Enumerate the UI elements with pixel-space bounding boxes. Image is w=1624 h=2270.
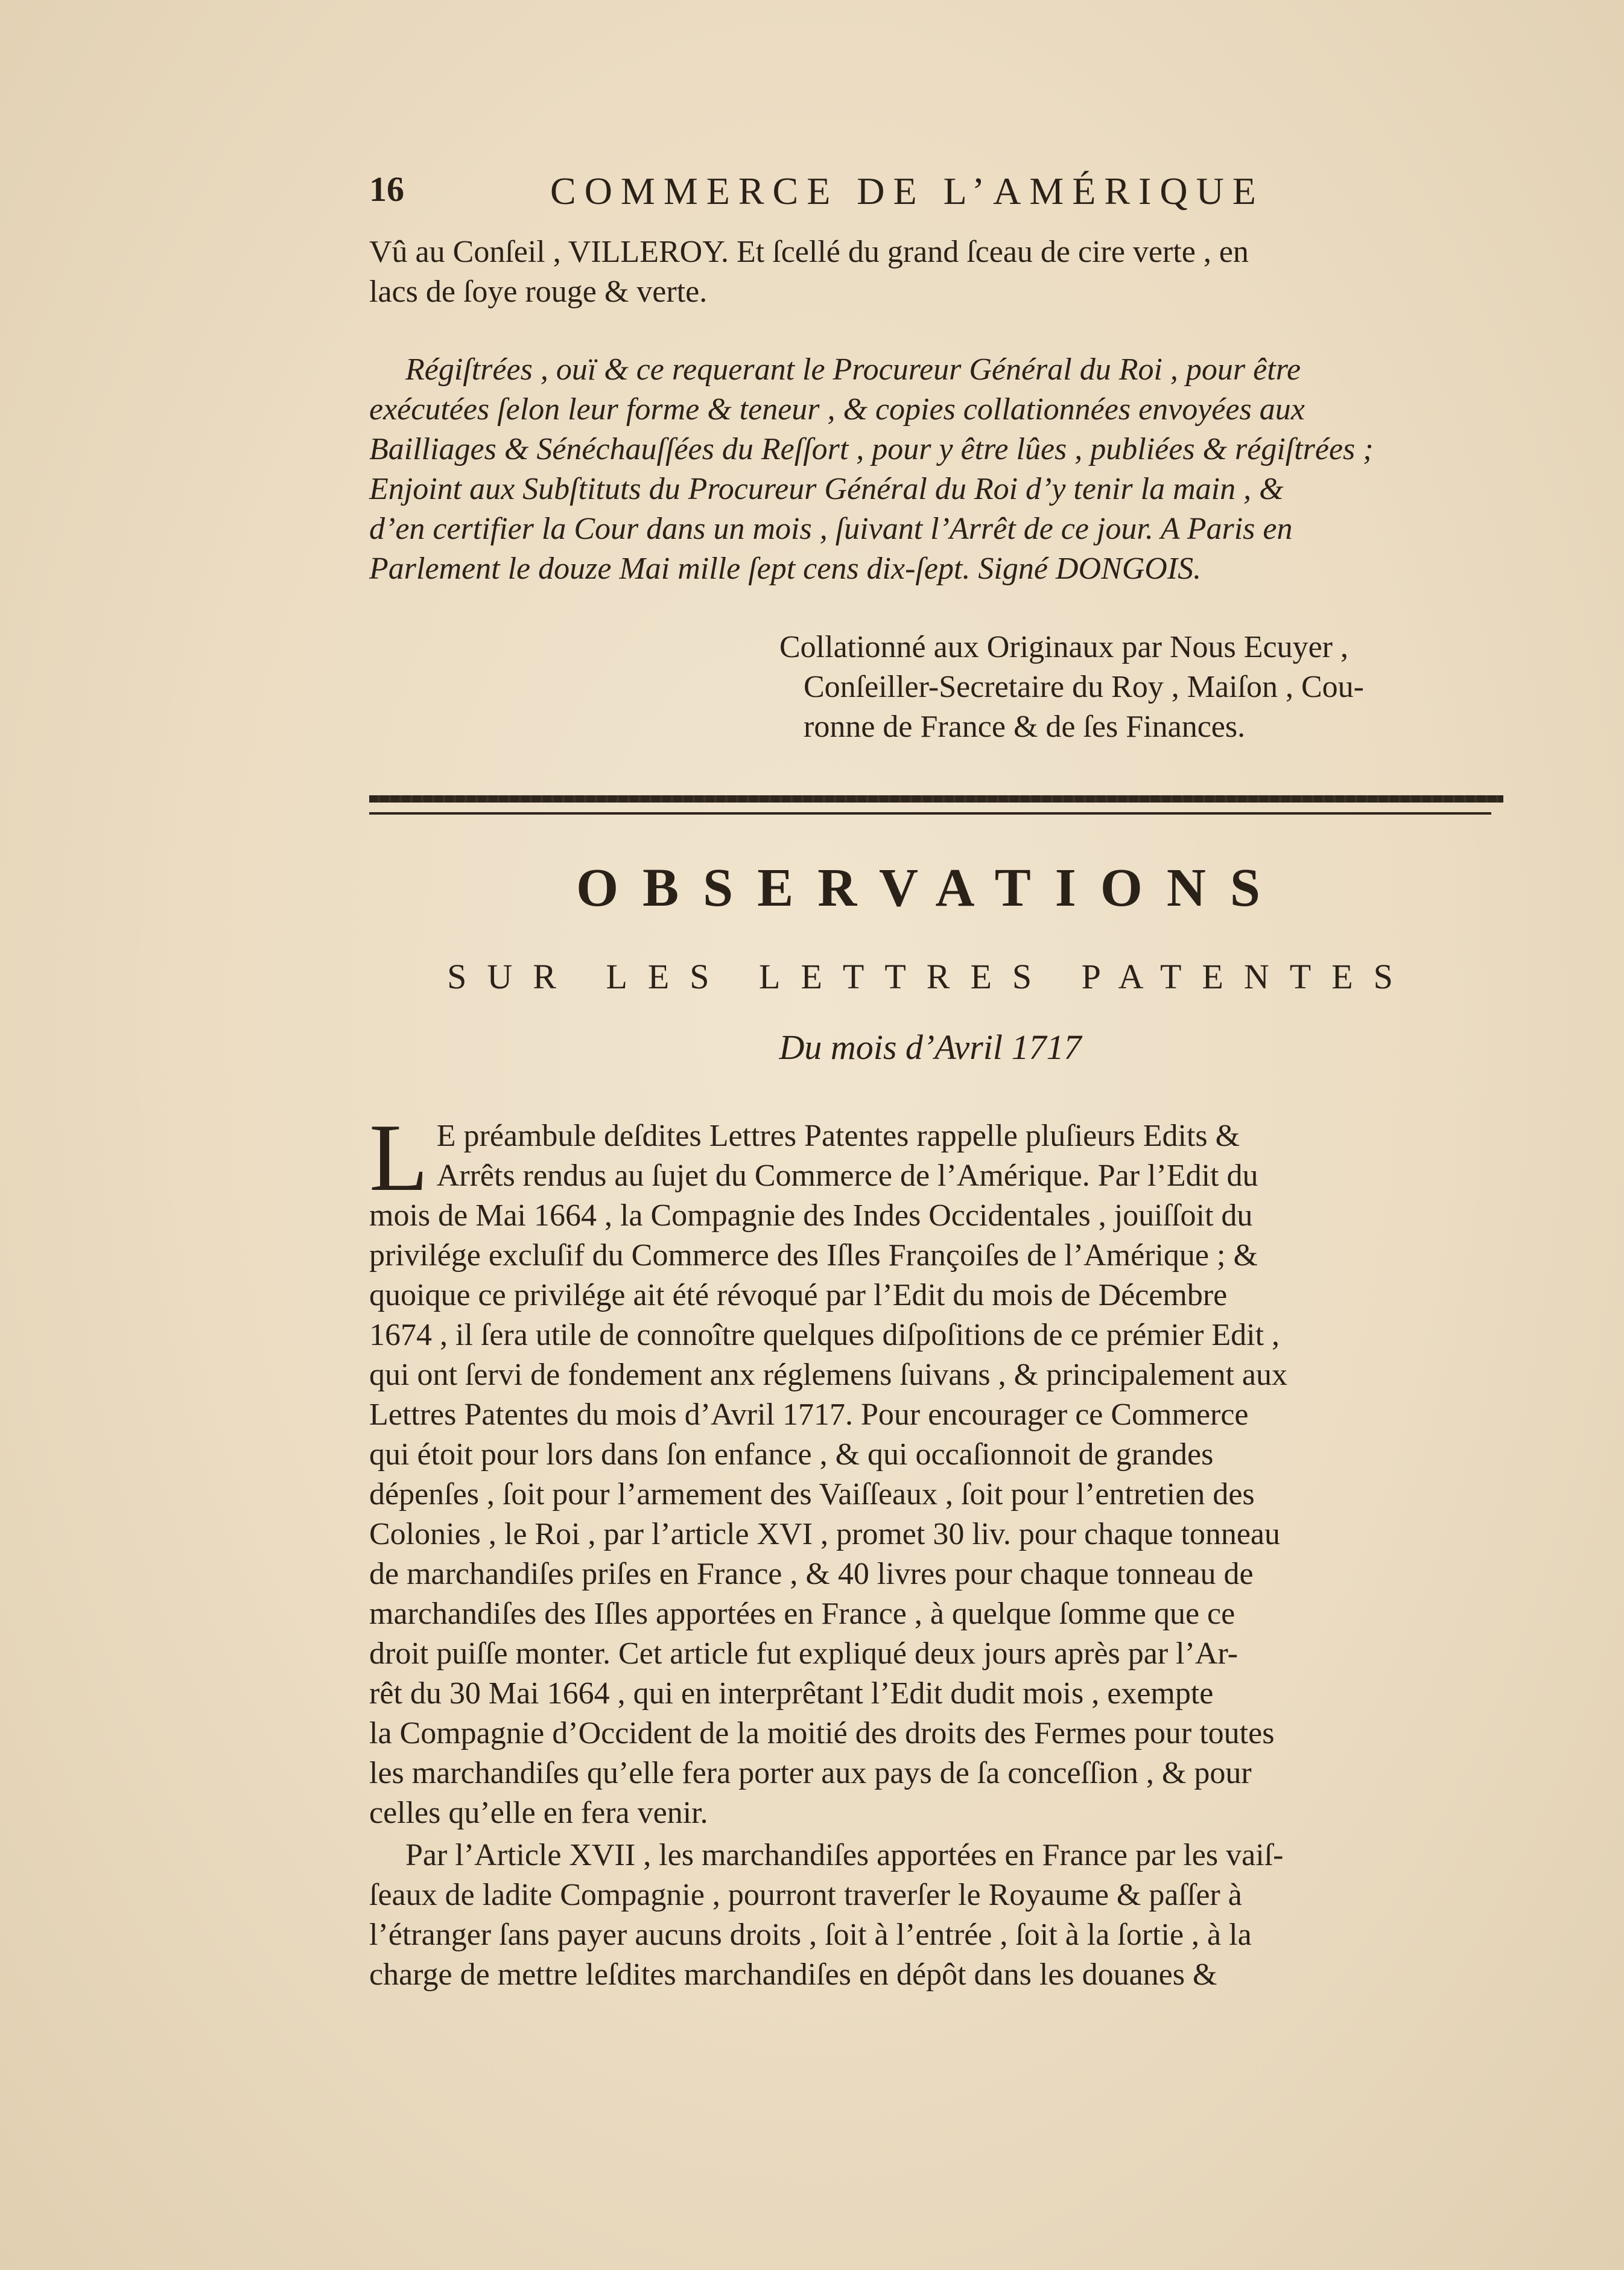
registration-line: Régiſtrées , ouï & ce requerant le Procureur Général du Roi , pour être <box>405 352 1301 387</box>
running-head: COMMERCE DE L’AMÉRIQUE <box>550 170 1264 212</box>
registration-line: Enjoint aux Subſtituts du Procureur Général du Roi d’y tenir la main , & <box>369 472 1284 506</box>
paragraph-line: E préambule deſdites Lettres Patentes rappelle pluſieurs Edits & <box>436 1119 1240 1153</box>
paragraph-line: rêt du 30 Mai 1664 , qui en interprêtant l’Edit dudit mois , exempte <box>369 1676 1214 1711</box>
ornamental-rule <box>369 795 1503 803</box>
paragraph-line: quoique ce privilége ait été révoqué par l’Edit du mois de Décembre <box>369 1278 1228 1312</box>
paragraph-line: dépenſes , ſoit pour l’armement des Vaiſſeaux , ſoit pour l’entretien des <box>369 1477 1255 1512</box>
registration-line: Bailliages & Sénéchauſſées du Reſſort , pour y être lûes , publiées & régiſtrées ; <box>369 432 1374 466</box>
paragraph-line: la Compagnie d’Occident de la moitié des droits des Fermes pour toutes <box>369 1716 1275 1750</box>
paragraph-line: les marchandiſes qu’elle fera porter aux pays de ſa conceſſion , & pour <box>369 1756 1252 1790</box>
registration-line: Parlement le douze Mai mille ſept cens dix-ſept. Signé DONGOIS. <box>369 552 1202 586</box>
observation-paragraph-1 <box>369 1104 1491 1833</box>
observation-paragraph-2 <box>369 1836 1491 1995</box>
intro-line: Vû au Conſeil , VILLEROY. Et ſcellé du grand ſceau de cire verte , en <box>369 235 1249 269</box>
paragraph-line: qui ont ſervi de fondement anx réglemens ſuivans , & principalement aux <box>369 1358 1288 1392</box>
section-title: OBSERVATIONS <box>576 858 1284 918</box>
intro-paragraph <box>369 232 1491 312</box>
collation-line: Collationné aux Originaux par Nous Ecuyer , <box>779 630 1348 664</box>
section-dateline: Du mois d’Avril 1717 <box>779 1028 1082 1067</box>
paragraph-line: charge de mettre leſdites marchandiſes en dépôt dans les douanes & <box>369 1957 1217 1992</box>
paragraph-line: l’étranger ſans payer aucuns droits , ſoit à l’entrée , ſoit à la ſortie , à la <box>369 1918 1252 1952</box>
paragraph-line: de marchandiſes priſes en France , & 40 livres pour chaque tonneau de <box>369 1557 1254 1591</box>
collation-line: Conſeiller-Secretaire du Roy , Maiſon , Cou- <box>804 670 1364 704</box>
paragraph-line: Lettres Patentes du mois d’Avril 1717. Pour encourager ce Commerce <box>369 1397 1249 1432</box>
paragraph-line: Par l’Article XVII , les marchandiſes apportées en France par les vaiſ- <box>405 1838 1284 1872</box>
paragraph-line: celles qu’elle en fera venir. <box>369 1796 708 1830</box>
collation-note <box>779 628 1491 747</box>
paragraph-line: Colonies , le Roi , par l’article XVI , promet 30 liv. pour chaque tonneau <box>369 1517 1281 1551</box>
paragraph-line: mois de Mai 1664 , la Compagnie des Indes Occidentales , jouiſſoit du <box>369 1198 1253 1233</box>
intro-line: lacs de ſoye rouge & verte. <box>369 275 708 309</box>
registration-paragraph <box>369 350 1491 589</box>
drop-cap: L <box>369 1104 428 1211</box>
paragraph-line: marchandiſes des Iſles apportées en France , à quelque ſomme que ce <box>369 1597 1235 1631</box>
page-header <box>369 169 1491 217</box>
registration-line: exécutées ſelon leur forme & teneur , & copies collationnées envoyées aux <box>369 392 1305 427</box>
page-number: 16 <box>369 170 404 209</box>
divider-rule <box>369 812 1491 815</box>
registration-line: d’en certifier la Cour dans un mois , ſuivant l’Arrêt de ce jour. A Paris en <box>369 512 1293 546</box>
paragraph-line: privilége excluſif du Commerce des Iſles Françoiſes de l’Amérique ; & <box>369 1238 1258 1273</box>
paragraph-line: Arrêts rendus au ſujet du Commerce de l’Amérique. Par l’Edit du <box>436 1159 1258 1193</box>
paragraph-line: ſeaux de ladite Compagnie , pourront traverſer le Royaume & paſſer à <box>369 1878 1242 1912</box>
section-subtitle: SUR LES LETTRES PATENTES <box>447 957 1413 996</box>
paragraph-line: 1674 , il ſera utile de connoître quelques diſpoſitions de ce prémier Edit , <box>369 1318 1280 1352</box>
collation-line: ronne de France & de ſes Finances. <box>804 710 1246 744</box>
paragraph-line: qui étoit pour lors dans ſon enfance , & qui occaſionnoit de grandes <box>369 1437 1214 1472</box>
paragraph-line: droit puiſſe monter. Cet article fut expliqué deux jours après par l’Ar- <box>369 1636 1239 1671</box>
